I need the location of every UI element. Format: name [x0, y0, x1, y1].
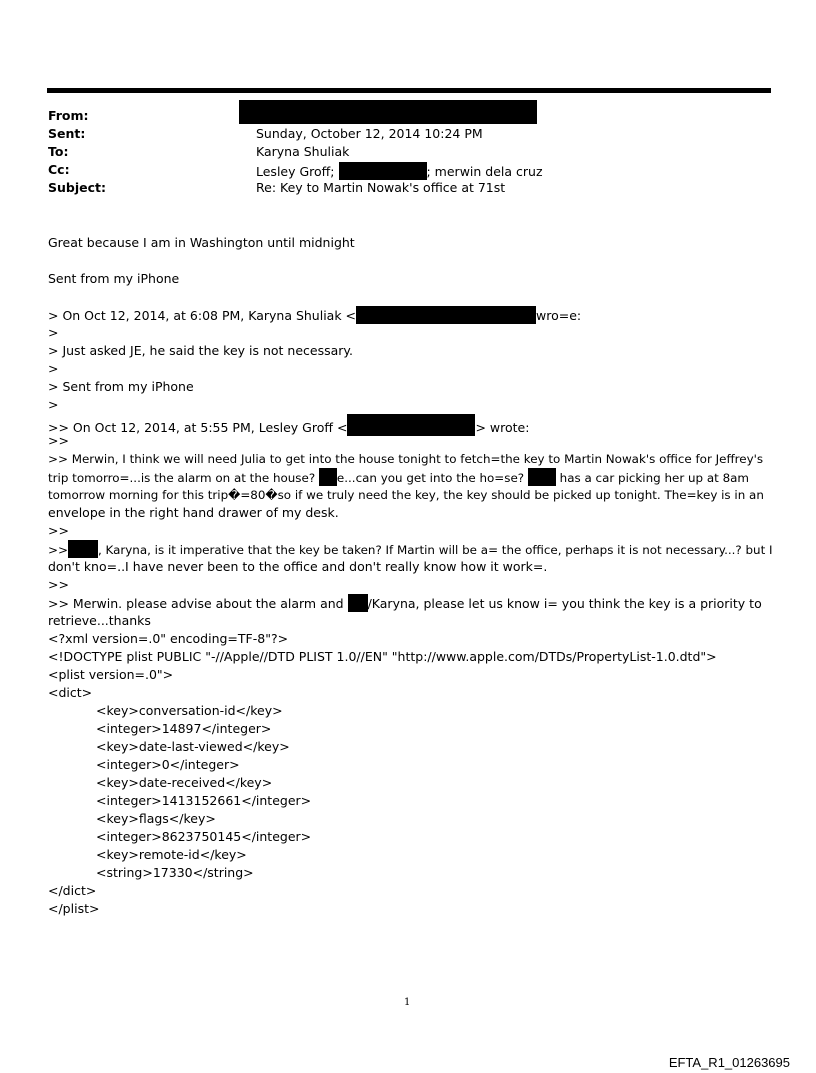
cc-last: ; merwin dela cruz	[426, 164, 543, 179]
from-label: From:	[48, 108, 89, 123]
body-line	[48, 468, 749, 487]
body-line: > Sent from my iPhone	[48, 379, 194, 394]
body-line: Great because I am in Washington until midnight	[48, 235, 355, 250]
redaction-name	[348, 594, 368, 612]
subject-label: Subject:	[48, 180, 106, 195]
body-line: envelope in the right hand drawer of my desk.	[48, 505, 339, 520]
body-line: tomorrow morning for this trip�=80�so if we truly need the key, the key should be picked up tonight. The=key is in an	[48, 488, 764, 502]
body-line: <string>17330</string>	[96, 865, 254, 880]
body-text: has a car picking her up at 8am	[559, 471, 750, 485]
body-line: <integer>14897</integer>	[96, 721, 272, 736]
body-text: >> Merwin. please advise about the alarm and	[48, 596, 344, 611]
body-line: <plist version=.0">	[48, 667, 174, 682]
body-line: >> Merwin, I think we will need Julia to get into the house tonight to fetch=the key to Martin Nowak's office for Jeffrey's	[48, 452, 764, 466]
body-line	[48, 594, 762, 613]
sent-label: Sent:	[48, 126, 86, 141]
quote-wrote: > wrote:	[475, 420, 530, 435]
body-line	[48, 414, 529, 437]
body-line: <key>date-last-viewed</key>	[96, 739, 290, 754]
body-line: > Just asked JE, he said the key is not necessary.	[48, 343, 354, 358]
body-line: <dict>	[48, 685, 93, 700]
quote-wrote: wro=e:	[536, 308, 582, 323]
body-line: >>	[48, 577, 69, 592]
body-line: >>	[48, 523, 69, 538]
body-line	[48, 306, 581, 325]
body-line: <?xml version=.0" encoding=TF-8"?>	[48, 631, 289, 646]
redaction-name	[528, 468, 556, 486]
cc-first: Lesley Groff;	[256, 164, 335, 179]
body-line: </dict>	[48, 883, 97, 898]
body-line: <key>flags</key>	[96, 811, 216, 826]
body-line: >	[48, 361, 59, 376]
body-line: <integer>1413152661</integer>	[96, 793, 312, 808]
cc-value	[256, 162, 543, 180]
body-line: >	[48, 397, 59, 412]
body-line: <integer>0</integer>	[96, 757, 240, 772]
to-value: Karyna Shuliak	[256, 144, 350, 159]
body-line: <integer>8623750145</integer>	[96, 829, 312, 844]
body-line: retrieve...thanks	[48, 613, 151, 628]
quote-intro: >> On Oct 12, 2014, at 5:55 PM, Lesley Groff <	[48, 420, 348, 435]
body-line	[48, 540, 773, 559]
to-label: To:	[48, 144, 69, 159]
body-text: /Karyna, please let us know i= you think the key is a priority to	[367, 596, 762, 611]
body-text: e...can you get into the ho=se?	[336, 471, 525, 485]
body-line: >	[48, 325, 59, 340]
subject-value: Re: Key to Martin Nowak's office at 71st	[256, 180, 506, 195]
redaction-name	[68, 540, 98, 558]
body-line: </plist>	[48, 901, 100, 916]
body-line: <key>remote-id</key>	[96, 847, 247, 862]
sent-value: Sunday, October 12, 2014 10:24 PM	[256, 126, 483, 141]
body-line: <key>conversation-id</key>	[96, 703, 283, 718]
header-rule	[47, 88, 771, 93]
body-line: Sent from my iPhone	[48, 271, 180, 286]
body-line: <key>date-received</key>	[96, 775, 273, 790]
body-text: >>	[48, 543, 68, 557]
redaction-email	[356, 306, 536, 324]
redaction-email	[347, 414, 475, 436]
body-text: , Karyna, is it imperative that the key be taken? If Martin will be a= the office, perhaps it is not necessary...? but I	[97, 543, 773, 557]
body-line: <!DOCTYPE plist PUBLIC "-//Apple//DTD PLIST 1.0//EN" "http://www.apple.com/DTDs/PropertyList-1.0.dtd">	[48, 649, 717, 664]
body-line: don't kno=..I have never been to the office and don't really know how it work=.	[48, 559, 548, 574]
redaction-cc	[339, 162, 427, 180]
page-number: 1	[404, 997, 411, 1008]
document-id: EFTA_R1_01263695	[668, 1055, 790, 1070]
cc-label: Cc:	[48, 162, 70, 177]
redaction-from	[239, 100, 537, 124]
body-line: >>	[48, 433, 69, 448]
body-text: trip tomorro=...is the alarm on at the house?	[48, 471, 316, 485]
quote-intro: > On Oct 12, 2014, at 6:08 PM, Karyna Shuliak <	[48, 308, 357, 323]
redaction-name	[319, 468, 337, 486]
